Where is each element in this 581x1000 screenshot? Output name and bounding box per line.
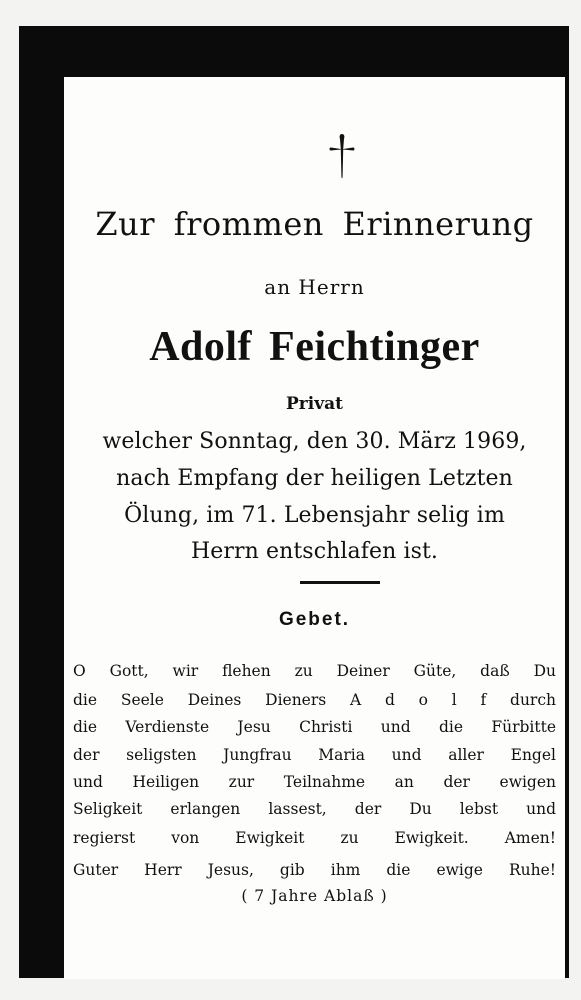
prayer-line: O Gott, wir flehen zu Deiner Güte, daß Du (73, 662, 556, 680)
announcement-line: Herrn entschlafen ist. (190, 539, 439, 564)
cross-icon (327, 132, 357, 182)
memorial-card (64, 77, 565, 979)
memorial-title: Zur frommen Erinnerung (95, 205, 534, 243)
memorial-card-border (19, 26, 569, 978)
prayer-line: die Verdienste Jesu Christi und die Fürbitte (73, 718, 556, 736)
prayer-line: der seligsten Jungfrau Maria und aller Engel (73, 746, 556, 764)
prayer-heading: Gebet. (278, 609, 351, 630)
announcement-line: welcher Sonntag, den 30. März 1969, (102, 429, 527, 454)
prayer-line: Seligkeit erlangen lassest, der Du lebst und (73, 800, 556, 818)
prayer-line: und Heiligen zur Teilnahme an der ewigen (73, 773, 556, 791)
announcement-line: Ölung, im 71. Lebensjahr selig im (124, 503, 505, 528)
prayer-line: die Seele Deines Dieners A d o l f durch (73, 691, 556, 709)
closing-prayer: Guter Herr Jesus, gib ihm die ewige Ruhe! (73, 861, 556, 879)
announcement-line: nach Empfang der heiligen Letzten (116, 466, 513, 491)
divider (300, 581, 380, 584)
salutation: an Herrn (264, 275, 365, 299)
prayer-line: regierst von Ewigkeit zu Ewigkeit. Amen! (73, 829, 556, 847)
occupation: Privat (286, 394, 343, 414)
indulgence-note: ( 7 Jahre Ablaß ) (241, 887, 388, 905)
deceased-name: Adolf Feichtinger (149, 324, 480, 370)
